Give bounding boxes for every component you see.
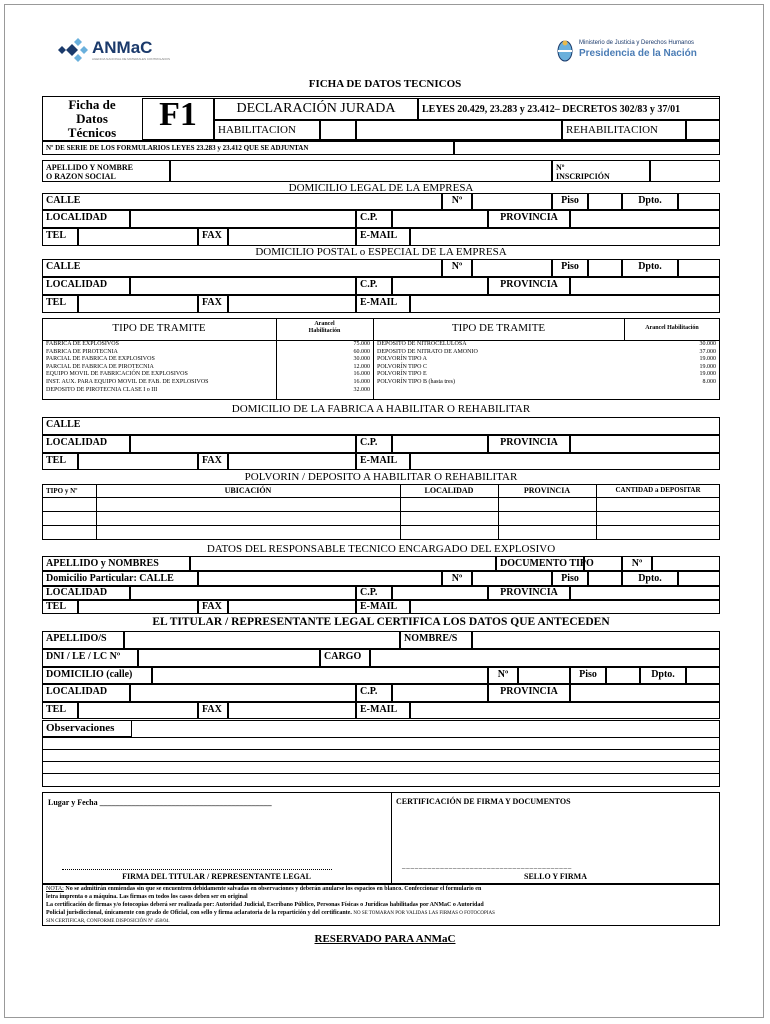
postal-email-label: E-MAIL [356,295,410,313]
fabrica-cp-label: C.P. [356,435,392,453]
postal-piso-label: Piso [552,259,588,277]
postal-tel-input[interactable] [78,295,198,313]
section-titular: EL TITULAR / REPRESENTANTE LEGAL CERTIFICA LOS DATOS QUE ANTECEDEN [152,616,610,628]
tit-provincia-label: PROVINCIA [488,684,570,702]
legal-tel-label: TEL [42,228,78,246]
legal-email-input[interactable] [410,228,720,246]
nota-prefix: NOTA: [46,886,64,892]
ficha-label: Ficha de Datos Técnicos [67,97,117,140]
tramite-right-item-name: POLVORÍN TIPO C [377,363,428,370]
tit-piso-input[interactable] [606,667,640,684]
tit-provincia-input[interactable] [570,684,720,702]
legal-fax-label: FAX [198,228,228,246]
nota-text: NOTA: No se admitirán enmiendas sin que se encuentren debidamente salvadas en observaciones y deberán anularse los espacios en blanco. Confeccionar el formulario en letra imprenta o a máquina. Las firmas en todos los casos deben ser en original La certificación de firmas y/o fotocopias deberá ser realizada por: Autoridad Judicial, Escribano Público, Personas Físicas o Jurídicas habilitadas por ANMaC o Autoridad Policial jurisdiccional, únicamente con grado de Oficial, con sello y firma aclaratoria de la repartición y del certificante. NO SE TOMARAN POR VALIDAS LAS FIRMAS O FOTOCOPIAS SIN CERTIFICAR, CONFORME DISPOSICIÓN Nº 458/04. [46,886,495,924]
polvorin-col-tipo: TIPO y Nº [46,487,78,495]
postal-localidad-input[interactable] [130,277,356,295]
tit-cp-label: C.P. [356,684,392,702]
tramite-left-item-amount: 75.000 [353,341,370,347]
fabrica-localidad-input[interactable] [130,435,356,453]
resp-tel-label: TEL [42,600,78,614]
tit-nombre-label: NOMBRE/S [400,631,472,649]
leyes-box: LEYES 20.429, 23.283 y 23.412– DECRETOS 302/83 y 37/01 [418,98,720,120]
legal-cp-label: C.P. [356,210,392,228]
resp-fax-input[interactable] [228,600,356,614]
ministry-line-1: Ministerio de Justicia y Derechos Humanos [579,40,695,46]
tramite-right-item-amount: 19.000 [699,363,716,370]
postal-provincia-input[interactable] [570,277,720,295]
tramite-header-arancel: Arancel Habilitación [308,321,341,334]
tit-dpto-input[interactable] [686,667,720,684]
tramite-left-item-amount: 60.000 [353,348,370,355]
resp-numero2-input[interactable] [472,571,552,586]
fabrica-email-input[interactable] [410,453,720,470]
tit-cargo-label: CARGO [320,649,370,667]
tit-numero-label: Nº [488,667,518,684]
postal-numero-input[interactable] [472,259,552,277]
resp-domicilio-label: Domicilio Particular: CALLE [42,571,198,586]
form-code: F1 [159,96,197,133]
tramite-right-item-name: DEPOSITO DE NITROCELULOSA [377,341,467,347]
tramite-header-left: TIPO DE TRAMITE [112,322,206,334]
postal-provincia-label: PROVINCIA [488,277,570,295]
tramite-left-item-name: DEPOSITO DE PIROTECNIA CLASE I o III [46,386,158,393]
tramite-right-item-name: POLVORÍN TIPO B (hasta tres) [377,379,455,385]
resp-email-input[interactable] [410,600,720,614]
fabrica-fax-label: FAX [198,453,228,470]
tit-fax-label: FAX [198,702,228,719]
tit-localidad-label: LOCALIDAD [42,684,130,702]
fabrica-calle-label: CALLE [42,417,720,435]
tit-tel-label: TEL [42,702,78,719]
brand-tagline: AGENCIA NACIONAL DE MATERIALES CONTROLADOS [92,57,171,61]
obs-line-3 [42,761,720,762]
polvorin-row-3 [42,525,720,526]
obs-line-2 [42,749,720,750]
rehabilitacion-checkbox[interactable] [686,120,720,140]
tramite-left-item-amount: 16.000 [353,379,370,385]
tit-tel-input[interactable] [78,702,198,719]
postal-dpto-label: Dpto. [622,259,678,277]
postal-numero-label: Nº [442,259,472,277]
resp-documento-label: DOCUMENTO TIPO [496,556,584,571]
fabrica-fax-input[interactable] [228,453,356,470]
postal-cp-input[interactable] [392,277,488,295]
postal-tel-label: TEL [42,295,78,313]
tit-localidad-input[interactable] [130,684,356,702]
tit-domicilio-input[interactable] [152,667,488,684]
section-domicilio-fabrica: DOMICILIO DE LA FABRICA A HABILITAR O REHABILITAR [231,403,531,415]
polvorin-row-2 [42,511,720,512]
legal-piso-input[interactable] [588,193,622,210]
resp-localidad-label: LOCALIDAD [42,586,130,600]
sello-label: SELLO Y FIRMA [524,872,587,881]
tramite-left-item-name: FABRICA DE EXPLOSIVOS [46,341,119,347]
tramite-left-item-amount: 12.000 [353,363,370,370]
serie-input[interactable] [454,141,720,155]
tit-dni-input[interactable] [138,649,320,667]
tit-fax-input[interactable] [228,702,356,719]
tramite-right-item-amount: 19.000 [699,356,716,363]
tit-domicilio-label: DOMICILIO (calle) [42,667,152,684]
resp-dpto-input[interactable] [678,571,720,586]
resp-piso-input[interactable] [588,571,622,586]
fabrica-cp-input[interactable] [392,435,488,453]
tramite-header-right: TIPO DE TRAMITE [451,322,546,334]
resp-provincia-input[interactable] [570,586,720,600]
legal-dpto-label: Dpto. [622,193,678,210]
tit-cargo-input[interactable] [370,649,720,667]
reservado-label: RESERVADO PARA ANMaC [314,933,456,945]
legal-fax-input[interactable] [228,228,356,246]
postal-piso-input[interactable] [588,259,622,277]
section-domicilio-legal: DOMICILIO LEGAL DE LA EMPRESA [288,182,474,194]
postal-fax-input[interactable] [228,295,356,313]
tramite-right-item-amount: 30.000 [699,341,716,347]
tit-dpto-label: Dpto. [640,667,686,684]
legal-numero-input[interactable] [472,193,552,210]
tramite-left-item-name: FABRICA DE PIROTECNIA [46,348,118,355]
polvorin-col-localidad: LOCALIDAD [424,486,474,495]
applicant-name-input[interactable] [170,160,552,182]
resp-piso-label: Piso [552,571,588,586]
form-title: FICHA DE DATOS TECNICOS [308,78,462,90]
tit-apellido-input[interactable] [124,631,400,649]
legal-calle-label: CALLE [42,193,442,210]
legal-provincia-label: PROVINCIA [488,210,570,228]
fabrica-provincia-label: PROVINCIA [488,435,570,453]
resp-apellido-input[interactable] [190,556,496,571]
ministry-logo [556,36,728,66]
section-domicilio-postal: DOMICILIO POSTAL o ESPECIAL DE LA EMPRESA [255,246,507,258]
tit-email-label: E-MAIL [356,702,410,719]
tramite-left-item-amount: 16.000 [353,371,370,378]
resp-cp-label: C.P. [356,586,392,600]
tramite-right-item-name: POLVORÍN TIPO A [377,356,428,363]
legal-localidad-label: LOCALIDAD [42,210,130,228]
legal-numero-label: Nº [442,193,472,210]
section-polvorin: POLVORIN / DEPOSITO A HABILITAR O REHABILITAR [244,471,518,483]
fabrica-localidad-label: LOCALIDAD [42,435,130,453]
legal-cp-input[interactable] [392,210,488,228]
resp-tel-input[interactable] [78,600,198,614]
resp-fax-label: FAX [198,600,228,614]
resp-numero-label: Nº [622,556,652,571]
legal-tel-input[interactable] [78,228,198,246]
certificacion-label: CERTIFICACIÓN DE FIRMA Y DOCUMENTOS [396,797,571,806]
fabrica-tel-label: TEL [42,453,78,470]
legal-localidad-input[interactable] [130,210,356,228]
resp-cp-input[interactable] [392,586,488,600]
polvorin-col-ubicacion: UBICACIÓN [224,486,272,495]
resp-numero2-label: Nº [442,571,472,586]
polvorin-col-cantidad: CANTIDAD a DEPOSITAR [615,486,701,494]
tit-apellido-label: APELLIDO/S [42,631,124,649]
habilitacion-spacer [356,120,562,140]
tit-cp-input[interactable] [392,684,488,702]
ministry-line-2: Presidencia de la Nación [579,48,697,59]
fabrica-tel-input[interactable] [78,453,198,470]
tit-email-input[interactable] [410,702,720,719]
postal-calle-label: CALLE [42,259,442,277]
lugar-fecha[interactable]: Lugar y Fecha ___________________________________________ [48,798,272,807]
resp-localidad-input[interactable] [130,586,356,600]
postal-cp-label: C.P. [356,277,392,295]
rehabilitacion-label: REHABILITACION [562,120,686,140]
habilitacion-checkbox[interactable] [320,120,356,140]
polvorin-row-1 [42,497,720,498]
declaracion-box: DECLARACIÓN JURADA [214,98,418,120]
anmac-logo [56,36,176,64]
anmac-logo-icon [56,36,96,64]
fabrica-email-label: E-MAIL [356,453,410,470]
resp-domicilio-input[interactable] [198,571,442,586]
postal-dpto-input[interactable] [678,259,720,277]
resp-email-label: E-MAIL [356,600,410,614]
resp-apellido-label: APELLIDO y NOMBRES [42,556,190,571]
tramite-header-arancel-right: Arancel Habilitación [645,325,699,331]
sello-line: _ _ _ _ _ _ _ _ _ _ _ _ _ _ _ _ _ _ _ _ _ _ _ _ _ _ _ _ _ _ _ _ _ _ _ _ _ _ _ _ [402,862,571,870]
firma-titular-label: FIRMA DEL TITULAR / REPRESENTANTE LEGAL [122,872,311,881]
polvorin-col-provincia: PROVINCIA [523,486,571,495]
tit-nombre-input[interactable] [472,631,720,649]
resp-dpto-label: Dpto. [622,571,678,586]
tramite-left-item-amount: 30.000 [353,356,370,363]
postal-email-input[interactable] [410,295,720,313]
tramite-left-item-name: EQUIPO MOVIL DE FABRICACIÓN DE EXPLOSIVOS [46,371,188,378]
postal-fax-label: FAX [198,295,228,313]
resp-documento-input[interactable] [584,556,622,571]
fabrica-provincia-input[interactable] [570,435,720,453]
tramite-left-item-amount: 32.000 [353,386,370,393]
tit-numero-input[interactable] [518,667,570,684]
legal-dpto-input[interactable] [678,193,720,210]
coat-of-arms-icon [556,38,574,64]
legal-piso-label: Piso [552,193,588,210]
tit-dni-label: DNI / LE / LC Nº [42,649,138,667]
legal-email-label: E-MAIL [356,228,410,246]
applicant-name-label: APELLIDO Y NOMBRE O RAZON SOCIAL [42,160,170,182]
section-responsable: DATOS DEL RESPONSABLE TECNICO ENCARGADO DEL EXPLOSIVO [206,543,556,555]
resp-provincia-label: PROVINCIA [488,586,570,600]
habilitacion-label: HABILITACION [214,120,320,140]
resp-numero-input[interactable] [652,556,720,571]
tramite-right-item-amount: 8.000 [702,379,716,385]
firma-titular-line [62,869,332,870]
tit-piso-label: Piso [570,667,606,684]
tramite-right-item-name: POLVORÍN TIPO E [377,371,427,378]
brand-name: ANMaC [92,38,153,57]
observaciones-box[interactable] [42,720,720,787]
obs-line-4 [42,773,720,774]
serie-label: Nº DE SERIE DE LOS FORMULARIOS LEYES 23.283 y 23.412 QUE SE ADJUNTAN [42,141,454,155]
legal-provincia-input[interactable] [570,210,720,228]
firma-divider [391,792,392,884]
tramite-right-item-name: DEPOSITO DE NITRATO DE AMONIO [377,348,478,355]
tramite-left-item-name: INST. AUX. PARA EQUIPO MOVIL DE FAB. DE EXPLOSIVOS [46,379,209,385]
tramite-right-item-amount: 37.000 [699,348,716,355]
obs-line-1 [42,737,720,738]
tramite-right-item-amount: 19.000 [699,371,716,378]
inscripcion-input[interactable] [650,160,720,182]
tramite-left-item-name: PARCIAL DE FABRICA DE PIROTECNIA [46,363,154,370]
postal-localidad-label: LOCALIDAD [42,277,130,295]
tramite-left-item-name: PARCIAL DE FABRICA DE EXPLOSIVOS [46,356,155,363]
inscripcion-label: Nº INSCRIPCIÓN [552,160,650,182]
observaciones-label: Observaciones [42,720,132,737]
